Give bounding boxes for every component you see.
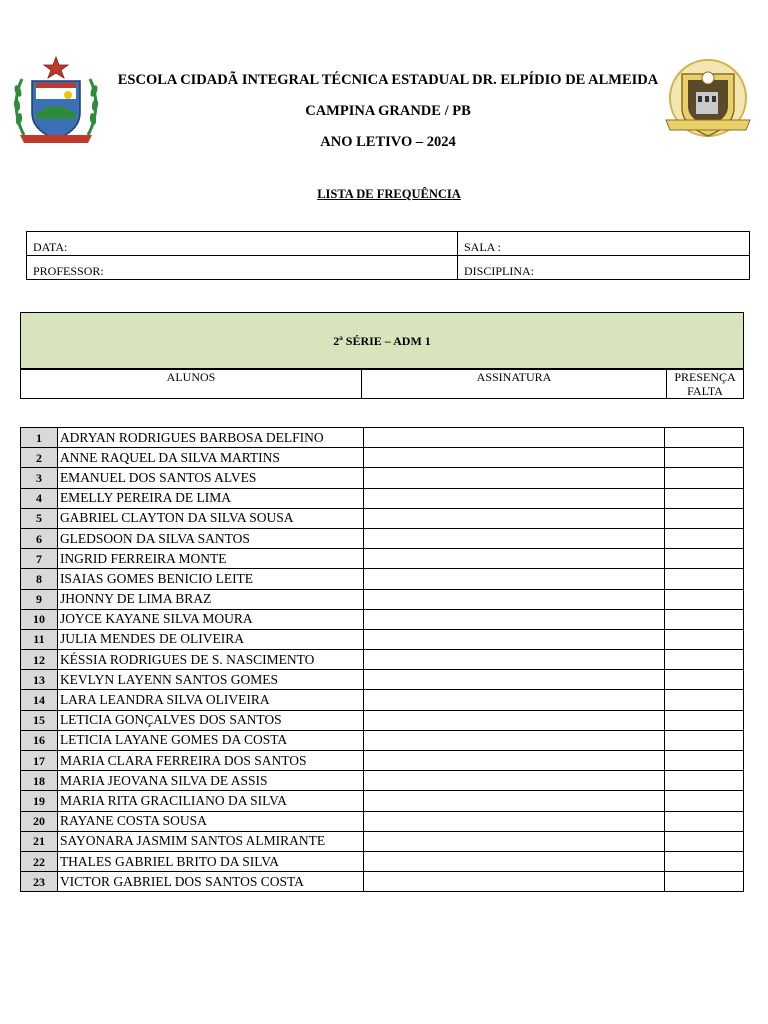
attendance-cell[interactable] (665, 791, 744, 811)
student-number: 16 (21, 730, 58, 750)
student-number: 20 (21, 811, 58, 831)
table-row (21, 448, 744, 468)
signature-cell[interactable] (363, 589, 664, 609)
table-row (21, 549, 744, 569)
attendance-cell[interactable] (665, 508, 744, 528)
student-name: JOYCE KAYANE SILVA MOURA (57, 609, 363, 629)
signature-cell[interactable] (363, 528, 664, 548)
student-number: 10 (21, 609, 58, 629)
signature-cell[interactable] (363, 468, 664, 488)
attendance-cell[interactable] (665, 872, 744, 892)
signature-cell[interactable] (363, 710, 664, 730)
signature-cell[interactable] (363, 872, 664, 892)
col-falta: FALTA (687, 384, 723, 398)
student-name: THALES GABRIEL BRITO DA SILVA (57, 851, 363, 871)
student-number: 1 (21, 428, 58, 448)
school-name: ESCOLA CIDADÃ INTEGRAL TÉCNICA ESTADUAL DR. ELPÍDIO DE ALMEIDA (117, 72, 659, 88)
student-number: 3 (21, 468, 58, 488)
signature-cell[interactable] (363, 831, 664, 851)
student-number: 12 (21, 650, 58, 670)
state-coat-of-arms-icon (10, 55, 102, 147)
table-row (21, 569, 744, 589)
student-name: LETICIA LAYANE GOMES DA COSTA (57, 730, 363, 750)
table-row (21, 690, 744, 710)
attendance-cell[interactable] (665, 609, 744, 629)
signature-cell[interactable] (363, 650, 664, 670)
table-row (21, 488, 744, 508)
attendance-cell[interactable] (665, 670, 744, 690)
signature-cell[interactable] (363, 751, 664, 771)
table-row (21, 751, 744, 771)
city-name: CAMPINA GRANDE / PB (305, 103, 471, 119)
signature-cell[interactable] (363, 851, 664, 871)
table-row (21, 589, 744, 609)
attendance-cell[interactable] (665, 811, 744, 831)
student-number: 11 (21, 629, 58, 649)
attendance-cell[interactable] (665, 851, 744, 871)
col-alunos: ALUNOS (21, 369, 362, 399)
student-number: 7 (21, 549, 58, 569)
signature-cell[interactable] (363, 771, 664, 791)
attendance-cell[interactable] (665, 771, 744, 791)
signature-cell[interactable] (363, 448, 664, 468)
table-row (21, 710, 744, 730)
student-name: LARA LEANDRA SILVA OLIVEIRA (57, 690, 363, 710)
attendance-cell[interactable] (665, 589, 744, 609)
student-name: JHONNY DE LIMA BRAZ (57, 589, 363, 609)
school-crest-icon (662, 56, 754, 146)
student-name: MARIA CLARA FERREIRA DOS SANTOS (57, 751, 363, 771)
table-row (21, 650, 744, 670)
student-name: GABRIEL CLAYTON DA SILVA SOUSA (57, 508, 363, 528)
student-number: 21 (21, 831, 58, 851)
table-row (21, 831, 744, 851)
attendance-cell[interactable] (665, 488, 744, 508)
signature-cell[interactable] (363, 569, 664, 589)
col-presenca-falta (667, 369, 744, 399)
student-name: GLEDSOON DA SILVA SANTOS (57, 528, 363, 548)
table-row (21, 791, 744, 811)
student-name: RAYANE COSTA SOUSA (57, 811, 363, 831)
signature-cell[interactable] (363, 690, 664, 710)
student-name: SAYONARA JASMIM SANTOS ALMIRANTE (57, 831, 363, 851)
student-name: KÉSSIA RODRIGUES DE S. NASCIMENTO (57, 650, 363, 670)
table-row (21, 811, 744, 831)
student-number: 13 (21, 670, 58, 690)
student-name: ADRYAN RODRIGUES BARBOSA DELFINO (57, 428, 363, 448)
table-row (21, 851, 744, 871)
info-table (26, 231, 750, 280)
student-number: 18 (21, 771, 58, 791)
list-title: LISTA DE FREQUÊNCIA (317, 187, 461, 201)
student-number: 15 (21, 710, 58, 730)
attendance-cell[interactable] (665, 549, 744, 569)
class-title (20, 312, 744, 370)
student-number: 19 (21, 791, 58, 811)
signature-cell[interactable] (363, 670, 664, 690)
student-name: INGRID FERREIRA MONTE (57, 549, 363, 569)
student-number: 23 (21, 872, 58, 892)
table-row (21, 468, 744, 488)
attendance-cell[interactable] (665, 690, 744, 710)
table-row (21, 528, 744, 548)
class-name: 2ª SÉRIE – ADM 1 (333, 333, 431, 348)
table-row (21, 629, 744, 649)
attendance-cell[interactable] (665, 569, 744, 589)
col-assinatura: ASSINATURA (362, 369, 667, 399)
student-name: ISAIAS GOMES BENICIO LEITE (57, 569, 363, 589)
table-row (21, 872, 744, 892)
attendance-cell[interactable] (665, 650, 744, 670)
table-row (21, 609, 744, 629)
student-name: EMELLY PEREIRA DE LIMA (57, 488, 363, 508)
student-name: MARIA RITA GRACILIANO DA SILVA (57, 791, 363, 811)
attendance-cell[interactable] (665, 448, 744, 468)
student-number: 8 (21, 569, 58, 589)
col-presenca: PRESENÇA (674, 370, 736, 384)
table-row (21, 771, 744, 791)
signature-cell[interactable] (363, 609, 664, 629)
student-number: 4 (21, 488, 58, 508)
signature-cell[interactable] (363, 549, 664, 569)
table-row (21, 428, 744, 448)
signature-cell[interactable] (363, 488, 664, 508)
signature-cell[interactable] (363, 730, 664, 750)
teacher-field[interactable]: PROFESSOR: (27, 256, 458, 280)
student-number: 17 (21, 751, 58, 771)
signature-cell[interactable] (363, 508, 664, 528)
student-number: 14 (21, 690, 58, 710)
student-number: 6 (21, 528, 58, 548)
subject-field[interactable]: DISCIPLINA: (458, 256, 750, 280)
student-name: ANNE RAQUEL DA SILVA MARTINS (57, 448, 363, 468)
student-name: VICTOR GABRIEL DOS SANTOS COSTA (57, 872, 363, 892)
student-name: LETICIA GONÇALVES DOS SANTOS (57, 710, 363, 730)
student-number: 22 (21, 851, 58, 871)
attendance-cell[interactable] (665, 730, 744, 750)
attendance-cell[interactable] (665, 528, 744, 548)
table-row (21, 670, 744, 690)
school-year: ANO LETIVO – 2024 (320, 134, 456, 150)
signature-cell[interactable] (363, 791, 664, 811)
attendance-cell[interactable] (665, 428, 744, 448)
signature-cell[interactable] (363, 428, 664, 448)
student-name: EMANUEL DOS SANTOS ALVES (57, 468, 363, 488)
students-table (20, 427, 744, 892)
student-number: 5 (21, 508, 58, 528)
student-name: KEVLYN LAYENN SANTOS GOMES (57, 670, 363, 690)
attendance-cell[interactable] (665, 629, 744, 649)
room-field[interactable]: SALA : (458, 232, 750, 256)
student-name: MARIA JEOVANA SILVA DE ASSIS (57, 771, 363, 791)
attendance-cell[interactable] (665, 468, 744, 488)
attendance-cell[interactable] (665, 831, 744, 851)
attendance-cell[interactable] (665, 751, 744, 771)
signature-cell[interactable] (363, 811, 664, 831)
column-headers (20, 368, 744, 399)
student-number: 9 (21, 589, 58, 609)
student-name: JULIA MENDES DE OLIVEIRA (57, 629, 363, 649)
table-row (21, 508, 744, 528)
attendance-cell[interactable] (665, 710, 744, 730)
table-row (21, 730, 744, 750)
student-number: 2 (21, 448, 58, 468)
date-field[interactable]: DATA: (27, 232, 458, 256)
signature-cell[interactable] (363, 629, 664, 649)
